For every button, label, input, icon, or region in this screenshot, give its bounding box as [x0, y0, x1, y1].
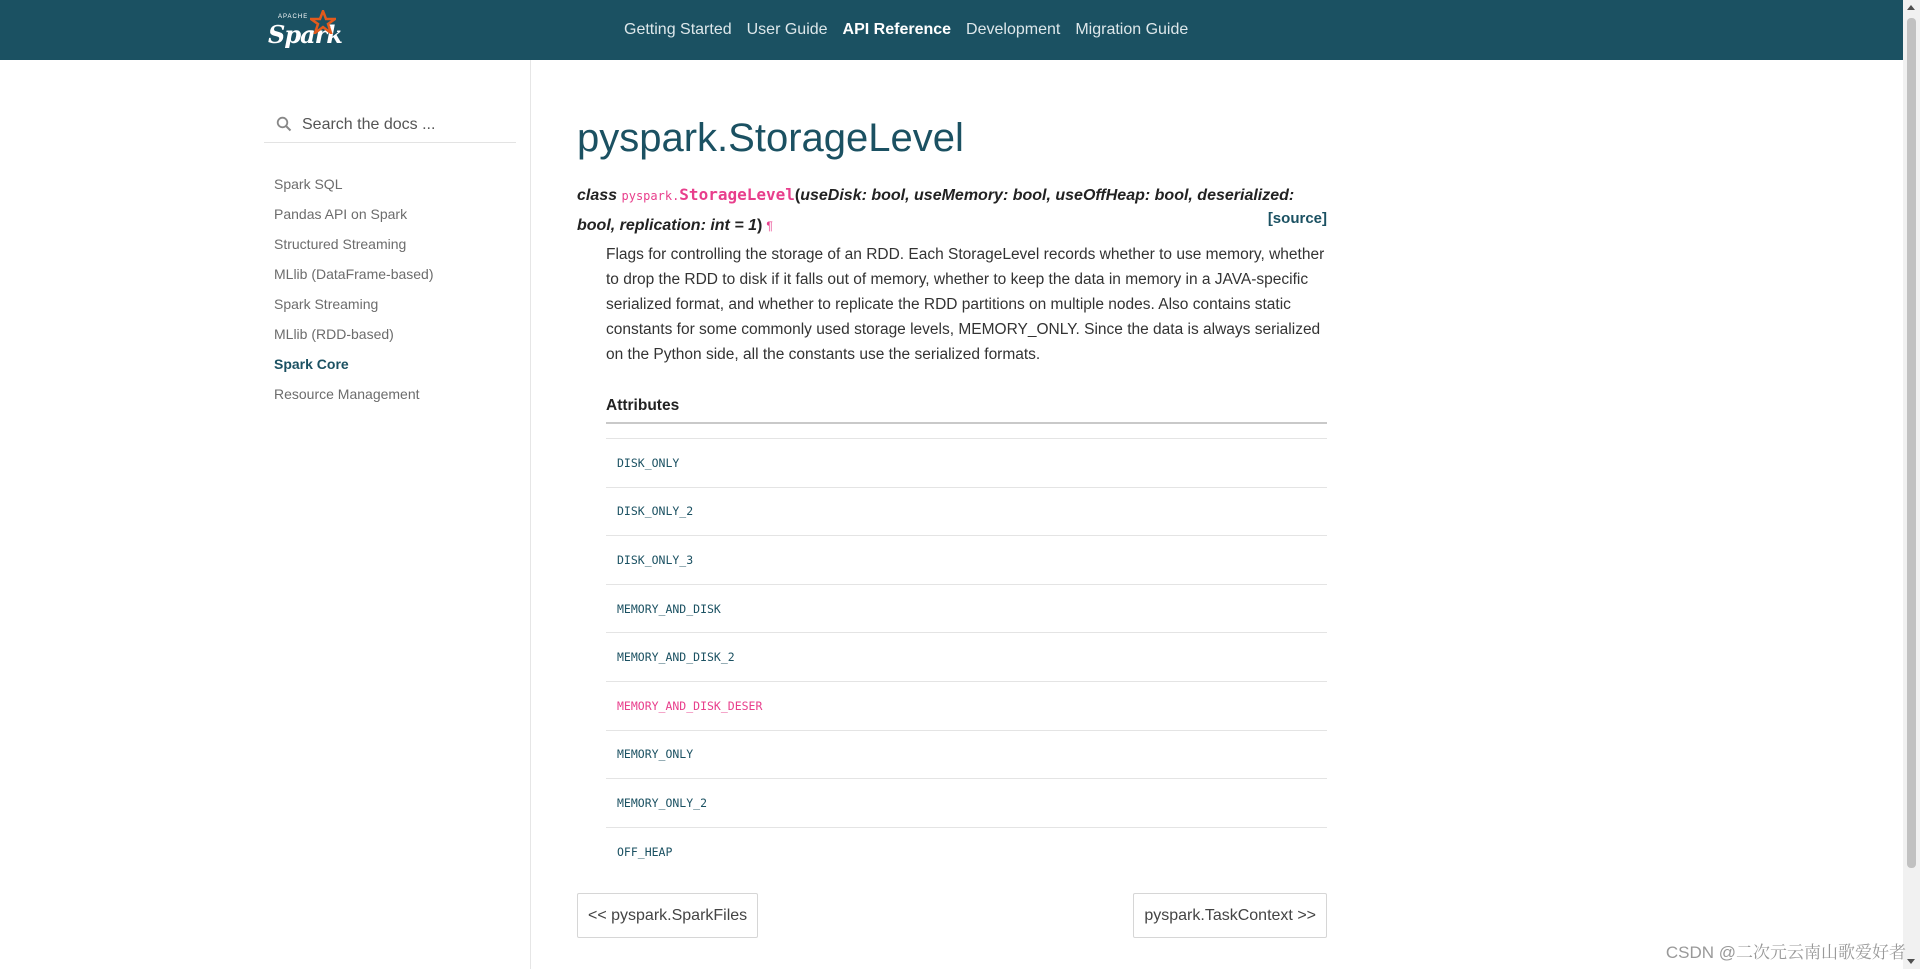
nav-user-guide[interactable]: User Guide [746, 21, 828, 38]
sidebar-item-mllib-dataframe[interactable]: MLlib (DataFrame-based) [274, 266, 434, 282]
table-row[interactable] [606, 779, 1327, 828]
signature-close-paren: ) [757, 217, 763, 234]
attribute-link-memory-and-disk[interactable]: MEMORY_AND_DISK [617, 601, 721, 616]
table-row[interactable] [606, 828, 1327, 876]
table-row[interactable] [606, 488, 1327, 537]
table-row[interactable] [606, 439, 1327, 488]
spark-logo[interactable] [266, 10, 342, 50]
source-link[interactable]: [source] [1267, 210, 1327, 227]
signature-keyword: class [577, 187, 618, 204]
next-page-button[interactable]: pyspark.TaskContext >> [1133, 893, 1327, 938]
search-box [264, 108, 516, 143]
scroll-down-icon[interactable] [1907, 959, 1915, 964]
sidebar-item-structured-streaming[interactable]: Structured Streaming [274, 236, 407, 252]
attributes-heading: Attributes [606, 397, 1327, 424]
attribute-link-disk-only[interactable]: DISK_ONLY [617, 455, 680, 470]
attribute-link-memory-and-disk-deser[interactable]: MEMORY_AND_DISK_DESER [617, 698, 763, 713]
search-icon [276, 116, 292, 132]
sidebar-item-mllib-rdd[interactable]: MLlib (RDD-based) [274, 326, 394, 342]
scroll-up-icon[interactable] [1907, 5, 1915, 10]
nav-links [624, 0, 1188, 60]
attribute-link-off-heap[interactable]: OFF_HEAP [617, 844, 673, 859]
logo-spark-text: Spark [268, 20, 342, 49]
sidebar-item-pandas-api[interactable]: Pandas API on Spark [274, 206, 408, 222]
signature-class-name: StorageLevel [679, 185, 795, 204]
attribute-link-disk-only-3[interactable]: DISK_ONLY_3 [617, 552, 694, 567]
search-input[interactable] [300, 112, 514, 138]
signature-module: pyspark. [621, 189, 680, 203]
attribute-link-memory-only-2[interactable]: MEMORY_ONLY_2 [617, 795, 708, 810]
attribute-link-memory-and-disk-2[interactable]: MEMORY_AND_DISK_2 [617, 650, 735, 665]
signature-open-paren: ( [794, 187, 801, 204]
permalink-icon[interactable]: ¶ [766, 219, 773, 233]
sidebar-item-spark-streaming[interactable]: Spark Streaming [274, 296, 379, 312]
signature-params: useDisk: bool, useMemory: bool, useOffHeap: bool, deserialized: bool, replication: int = 1 [577, 187, 1295, 234]
attribute-link-disk-only-2[interactable]: DISK_ONLY_2 [617, 504, 694, 519]
sidebar-nav [274, 174, 434, 414]
class-description: Flags for controlling the storage of an RDD. Each StorageLevel records whether to use memory, whether to drop the RDD to disk if it falls out of memory, whether to keep the data in memory in a JAVA-specific serialized format, and whether to replicate the RDD partitions on multiple nodes. Also contains static constants for some commonly used storage levels, MEMORY_ONLY. Since the data is always serialized on the Python side, all the constants use the serialized formats. [606, 246, 1325, 363]
nav-getting-started[interactable]: Getting Started [624, 21, 732, 38]
table-row[interactable] [606, 536, 1327, 585]
class-signature [577, 180, 1327, 241]
attributes-table [606, 438, 1327, 875]
sidebar-item-spark-sql[interactable]: Spark SQL [274, 176, 343, 192]
table-row[interactable] [606, 682, 1327, 731]
nav-development[interactable]: Development [966, 21, 1061, 38]
scroll-thumb[interactable] [1907, 18, 1916, 868]
watermark: CSDN @二次元云南山歌爱好者 [1665, 943, 1906, 962]
nav-api-reference[interactable]: API Reference [842, 21, 952, 38]
table-row[interactable] [606, 633, 1327, 682]
top-navbar [0, 0, 1903, 60]
page-scrollbar[interactable] [1903, 0, 1920, 969]
logo-apache-text: APACHE [278, 14, 309, 20]
sidebar [264, 60, 531, 969]
table-row[interactable] [606, 585, 1327, 634]
attribute-link-memory-only[interactable]: MEMORY_ONLY [617, 747, 694, 762]
prev-page-button[interactable]: << pyspark.SparkFiles [577, 893, 758, 938]
nav-migration-guide[interactable]: Migration Guide [1075, 21, 1189, 38]
sidebar-item-spark-core[interactable]: Spark Core [274, 356, 349, 372]
table-row[interactable] [606, 731, 1327, 780]
sidebar-item-resource-management[interactable]: Resource Management [274, 386, 420, 402]
spark-star-icon [310, 10, 336, 34]
page-title: pyspark.StorageLevel [577, 116, 964, 160]
